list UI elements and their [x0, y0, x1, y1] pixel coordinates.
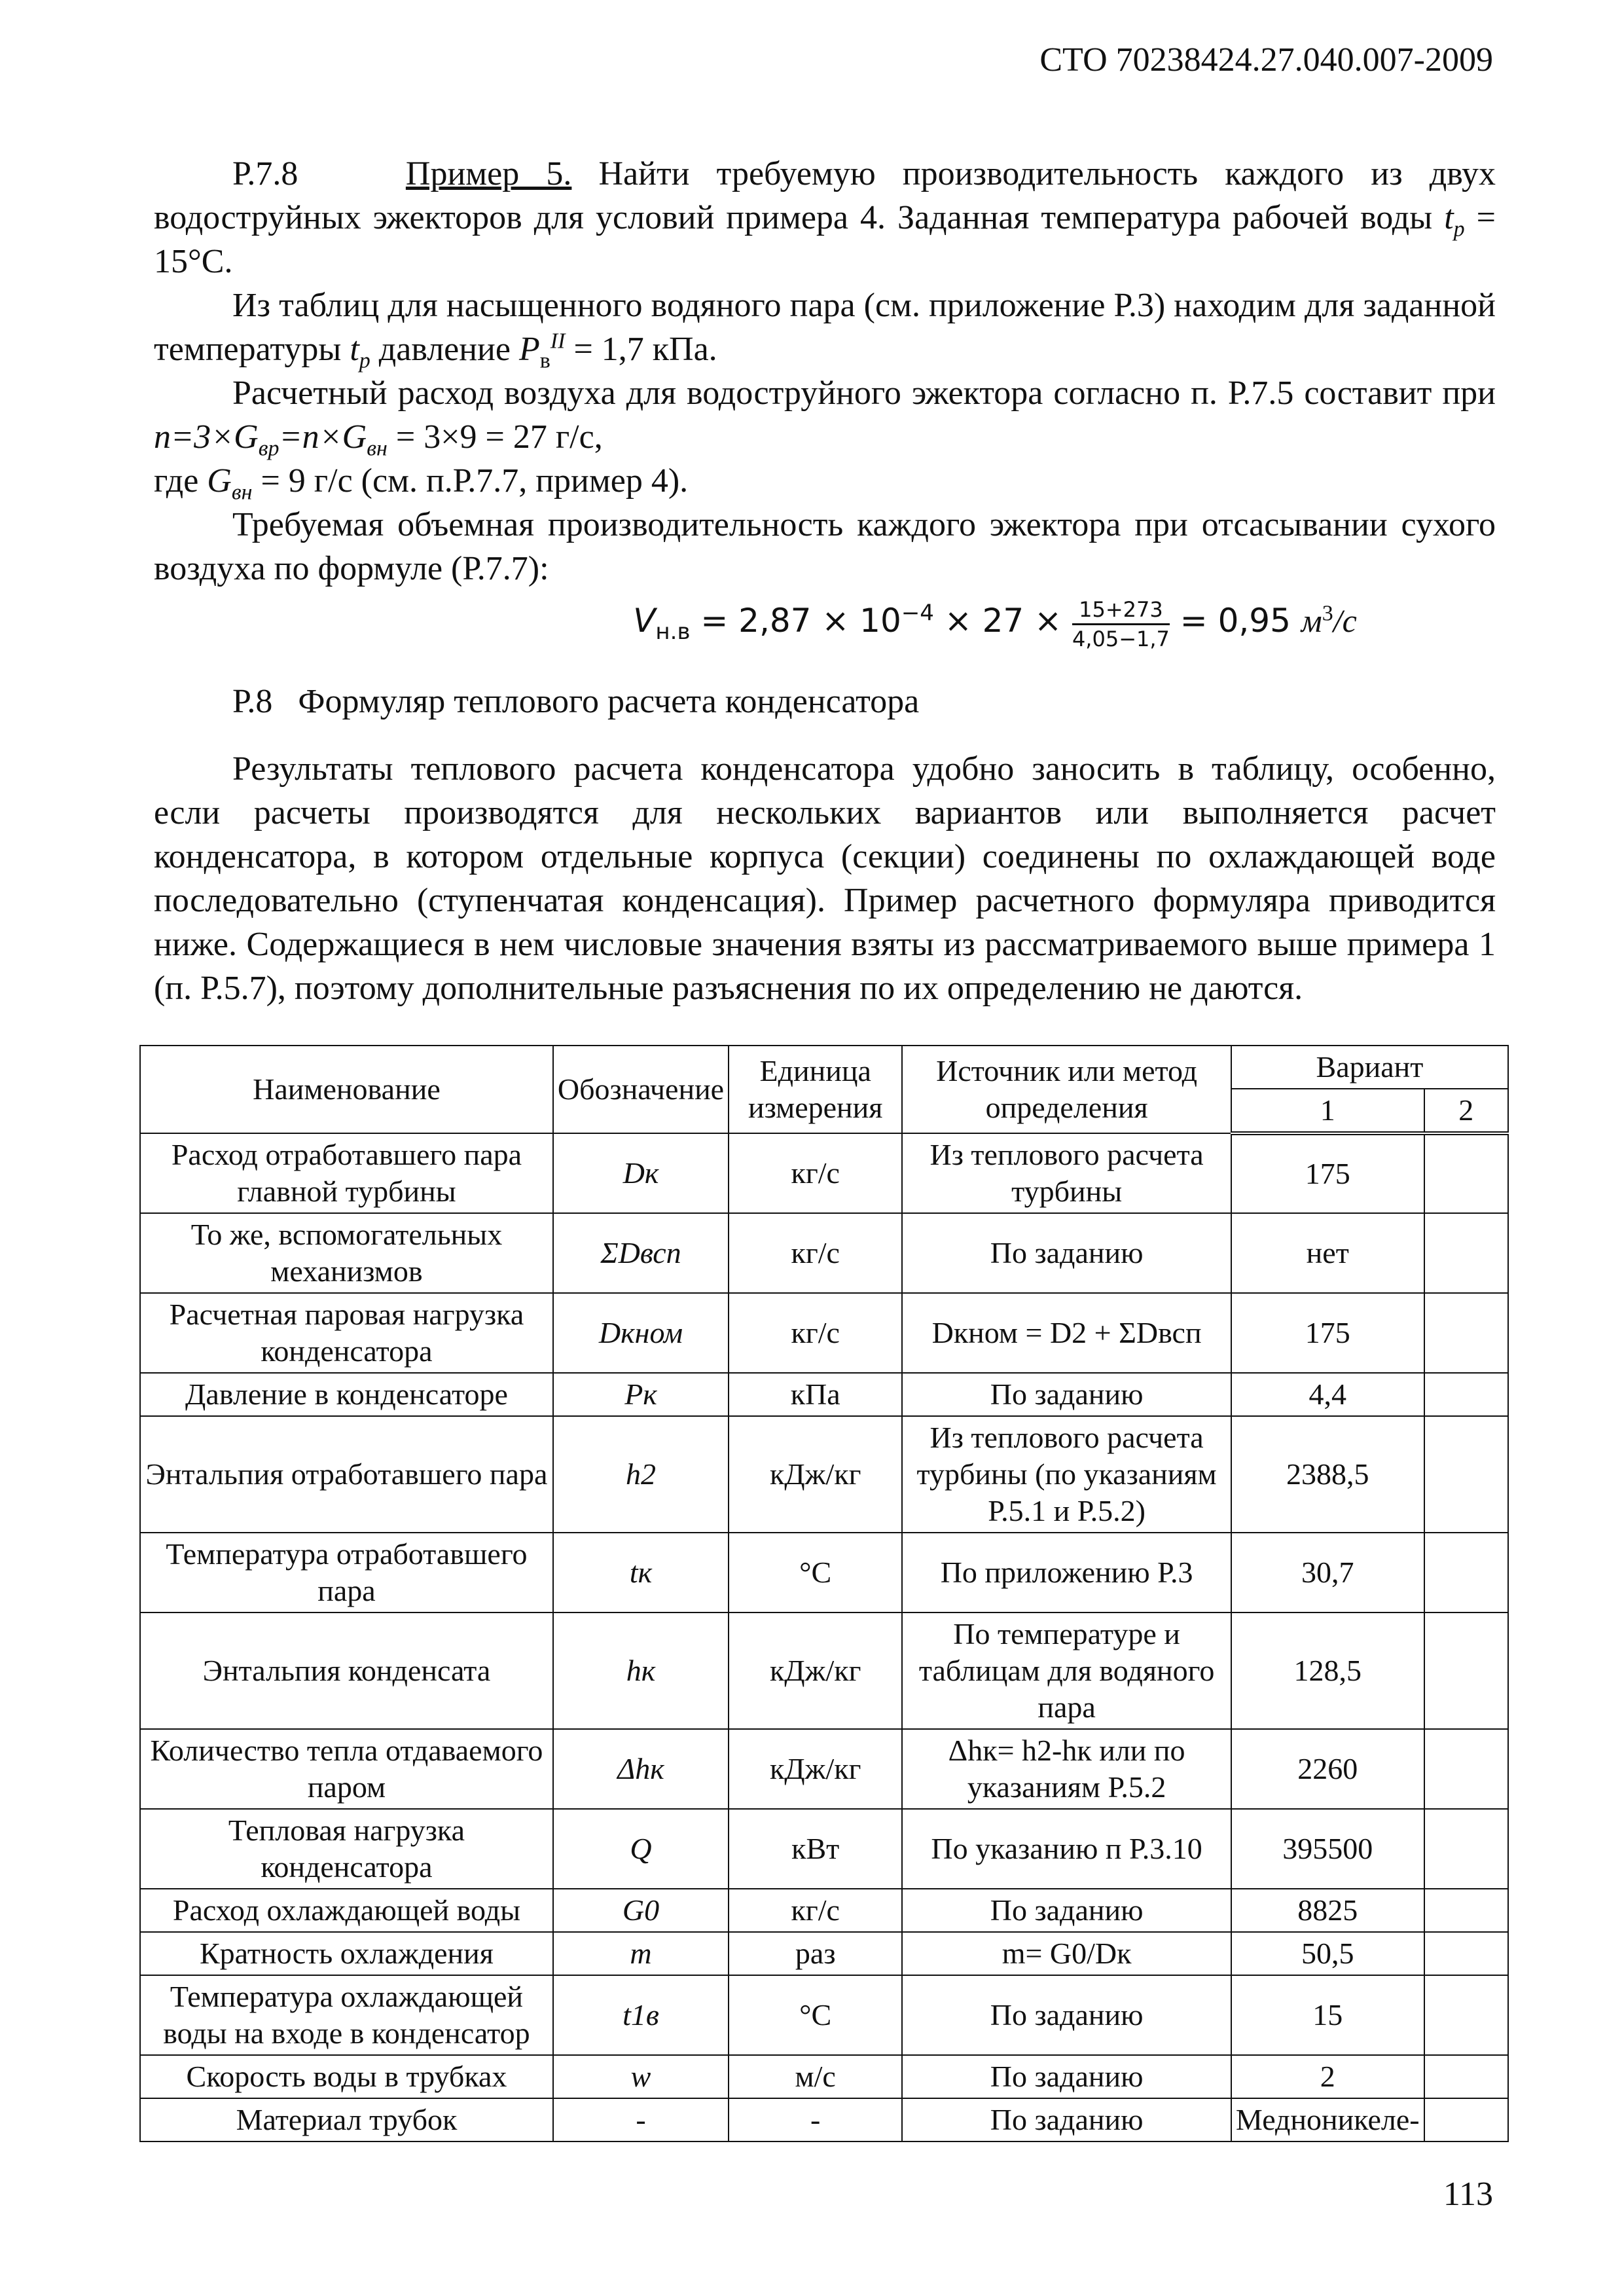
paragraph-text: = 9 г/с (см. п.Р.7.7, пример 4). [252, 462, 689, 500]
cell-source: По заданию [902, 2098, 1231, 2141]
section-number: Р.7.8 [232, 155, 298, 192]
paragraph-airflow [154, 371, 1496, 459]
paragraph-text: давление [370, 331, 519, 368]
pv-superscript: II [550, 329, 566, 354]
cell-name: Расчетная паровая нагрузка конденсатора [140, 1293, 553, 1373]
tp-subscript: p [1453, 217, 1465, 242]
cell-name: Тепловая нагрузка конденсатора [140, 1809, 553, 1889]
formula-unit-sup: 3 [1322, 601, 1333, 626]
table-row [140, 2055, 1508, 2098]
cell-variant-2 [1424, 1975, 1508, 2055]
cell-variant-1: 4,4 [1231, 1373, 1424, 1416]
paragraph-volume: Требуемая объемная производительность каждого эжектора при отсасывании сухого воздуха по формуле (Р.7.7): [154, 506, 1496, 587]
cell-unit: раз [729, 1932, 902, 1975]
section-number: Р.8 [232, 683, 273, 720]
cell-variant-1: нет [1231, 1213, 1424, 1293]
cell-name: Давление в конденсаторе [140, 1373, 553, 1416]
formula-part: =n×G [279, 418, 367, 456]
cell-name: Расход охлаждающей воды [140, 1889, 553, 1932]
cell-name: Температура отработавшего пара [140, 1533, 553, 1613]
cell-source: Из теплового расчета турбины (по указаниям Р.5.1 и Р.5.2) [902, 1416, 1231, 1533]
table-row [140, 1213, 1508, 1293]
cell-variant-2 [1424, 2098, 1508, 2141]
tp-symbol: t [1444, 199, 1454, 236]
paragraph-text: Расчетный расход воздуха для водоструйного эжектора согласно п. Р.7.5 составит при [232, 374, 1496, 412]
cell-unit: кДж/кг [729, 1613, 902, 1729]
paragraph-p78 [154, 152, 1496, 283]
formula-part: n=3×G [154, 418, 259, 456]
table-row [140, 1729, 1508, 1809]
example-label: Пример 5. [405, 155, 572, 192]
cell-variant-2 [1424, 2055, 1508, 2098]
formula-term: × 27 × [933, 601, 1072, 640]
cell-symbol: hк [553, 1613, 729, 1729]
cell-variant-2 [1424, 1533, 1508, 1613]
cell-name: Количество тепла отдаваемого паром [140, 1729, 553, 1809]
document-code: СТО 70238424.27.040.007-2009 [1039, 41, 1493, 79]
cell-variant-2 [1424, 1613, 1508, 1729]
cell-symbol: Dкном [553, 1293, 729, 1373]
cell-unit: кг/с [729, 1133, 902, 1213]
pv-value: = 1,7 кПа. [565, 331, 717, 368]
tp-subscript: p [359, 348, 370, 373]
paragraph-formular: Результаты теплового расчета конденсатора удобно заносить в таблицу, особенно, если расчеты производятся для нескольких вариантов или выполняется расчет конденсатора, в котором отдельные корпуса (секции) соединены по охлаждающей воде последовательно (ступенчатая конденсация). Пример расчетного формуляра приводится ниже. Содержащиеся в нем числовые значения взяты из рассматриваемого выше примера 1 (п. Р.5.7), поэтому дополнительные разъяснения по их определению не даются. [154, 750, 1496, 1007]
table-row [140, 1809, 1508, 1889]
header-variant-2: 2 [1424, 1089, 1508, 1133]
body-text [154, 152, 1496, 1010]
cell-variant-2 [1424, 1809, 1508, 1889]
formula-exponent: −4 [901, 600, 934, 627]
cell-symbol: tк [553, 1533, 729, 1613]
formula-subscript: вн [367, 436, 388, 461]
cell-symbol: t1в [553, 1975, 729, 2055]
cell-variant-1: 175 [1231, 1133, 1424, 1213]
table-row [140, 1533, 1508, 1613]
formula-result: = 0,95 [1169, 601, 1301, 640]
formula-lhs: V [633, 601, 656, 640]
cell-unit: кДж/кг [729, 1729, 902, 1809]
page-number: 113 [1443, 2176, 1493, 2213]
header-name: Наименование [140, 1046, 553, 1133]
cell-variant-1: 15 [1231, 1975, 1424, 2055]
cell-variant-2 [1424, 1889, 1508, 1932]
cell-symbol: Dк [553, 1133, 729, 1213]
cell-symbol: h2 [553, 1416, 729, 1533]
paragraph-text: Из таблиц для насыщенного водяного пара (см. приложение Р.3) находим для заданной температуры [154, 287, 1496, 368]
paragraph-text: Найти требуемую производительность каждого из двух водоструйных эжекторов для условий примера 4. Заданная температура рабочей воды [154, 155, 1496, 236]
table-row [140, 1613, 1508, 1729]
formula-subscript: вр [258, 436, 280, 461]
formula-lhs-subscript: н.в [655, 618, 691, 645]
table-row [140, 1889, 1508, 1932]
cell-source: По указанию п Р.3.10 [902, 1809, 1231, 1889]
cell-variant-1: Медноникеле- [1231, 2098, 1424, 2141]
formula-unit: /с [1333, 602, 1357, 639]
cell-symbol: - [553, 2098, 729, 2141]
pv-symbol: P [518, 331, 540, 368]
tp-symbol: t [350, 331, 359, 368]
cell-variant-1: 2260 [1231, 1729, 1424, 1809]
cell-source: По заданию [902, 1373, 1231, 1416]
formula-unit: м [1301, 602, 1322, 639]
cell-source: По приложению Р.3 [902, 1533, 1231, 1613]
cell-unit: °С [729, 1975, 902, 2055]
cell-symbol: ΣDвсп [553, 1213, 729, 1293]
formula-result: = 3×9 = 27 г/с, [387, 418, 603, 456]
cell-variant-2 [1424, 1932, 1508, 1975]
cell-variant-1: 8825 [1231, 1889, 1424, 1932]
cell-unit: кг/с [729, 1213, 902, 1293]
section-title: Формуляр теплового расчета конденсатора [298, 683, 920, 720]
table-row [140, 1416, 1508, 1533]
fraction-denominator: 4,05−1,7 [1072, 627, 1170, 651]
cell-variant-1: 175 [1231, 1293, 1424, 1373]
paragraph-pressure [154, 283, 1496, 371]
cell-name: Скорость воды в трубках [140, 2055, 553, 2098]
header-source: Источник или метод определения [902, 1046, 1231, 1133]
cell-variant-2 [1424, 1729, 1508, 1809]
cell-name: Энтальпия конденсата [140, 1613, 553, 1729]
header-variant-1: 1 [1231, 1089, 1424, 1133]
cell-name: Энтальпия отработавшего пара [140, 1416, 553, 1533]
cell-unit: кг/с [729, 1293, 902, 1373]
header-variant: Вариант [1231, 1046, 1508, 1089]
cell-source: По заданию [902, 1213, 1231, 1293]
formula-fraction [1072, 596, 1170, 653]
cell-source: m= G0/Dк [902, 1932, 1231, 1975]
cell-variant-1: 2 [1231, 2055, 1424, 2098]
table-row [140, 1293, 1508, 1373]
cell-variant-1: 50,5 [1231, 1932, 1424, 1975]
cell-variant-1: 395500 [1231, 1809, 1424, 1889]
cell-variant-1: 2388,5 [1231, 1416, 1424, 1533]
tp-value: = 15°С. [154, 199, 1496, 280]
cell-variant-2 [1424, 1416, 1508, 1533]
table-row [140, 1975, 1508, 2055]
g-symbol: G [207, 462, 232, 500]
cell-unit: кПа [729, 1373, 902, 1416]
table-row [140, 1133, 1508, 1213]
cell-unit: кВт [729, 1809, 902, 1889]
cell-unit: - [729, 2098, 902, 2141]
cell-source: По заданию [902, 1975, 1231, 2055]
cell-variant-1: 30,7 [1231, 1533, 1424, 1613]
cell-unit: кг/с [729, 1889, 902, 1932]
cell-source: По заданию [902, 1889, 1231, 1932]
cell-variant-2 [1424, 1213, 1508, 1293]
cell-symbol: Δhк [553, 1729, 729, 1809]
g-subscript: вн [231, 480, 253, 505]
table-body [140, 1133, 1508, 2141]
formula-term: = 2,87 × 10 [690, 601, 901, 640]
table-row [140, 1932, 1508, 1975]
cell-name: Температура охлаждающей воды на входе в конденсатор [140, 1975, 553, 2055]
cell-symbol: G0 [553, 1889, 729, 1932]
cell-unit: м/с [729, 2055, 902, 2098]
paragraph-text: где [154, 462, 208, 500]
fraction-numerator: 15+273 [1072, 596, 1170, 625]
cell-source: Dкном = D2 + ΣDвсп [902, 1293, 1231, 1373]
formula-p77 [494, 596, 1496, 668]
cell-variant-2 [1424, 1293, 1508, 1373]
condenser-calculation-table [139, 1045, 1509, 2142]
cell-name: Материал трубок [140, 2098, 553, 2141]
cell-symbol: m [553, 1932, 729, 1975]
cell-source: Из теплового расчета турбины [902, 1133, 1231, 1213]
pv-subscript: в [539, 348, 550, 373]
header-symbol: Обозначение [553, 1046, 729, 1133]
header-unit: Единица измерения [729, 1046, 902, 1133]
cell-variant-1: 128,5 [1231, 1613, 1424, 1729]
section-heading [154, 680, 1496, 723]
cell-variant-2 [1424, 1133, 1508, 1213]
cell-unit: кДж/кг [729, 1416, 902, 1533]
table-row [140, 2098, 1508, 2141]
cell-name: Расход отработавшего пара главной турбины [140, 1133, 553, 1213]
cell-source: По заданию [902, 2055, 1231, 2098]
cell-source: По температуре и таблицам для водяного пара [902, 1613, 1231, 1729]
cell-symbol: Q [553, 1809, 729, 1889]
cell-source: Δhк= h2-hк или по указаниям Р.5.2 [902, 1729, 1231, 1809]
cell-symbol: Pк [553, 1373, 729, 1416]
cell-name: Кратность охлаждения [140, 1932, 553, 1975]
paragraph-where [154, 459, 1496, 503]
cell-variant-2 [1424, 1373, 1508, 1416]
cell-unit: °С [729, 1533, 902, 1613]
table-row [140, 1373, 1508, 1416]
cell-symbol: w [553, 2055, 729, 2098]
cell-name: То же, вспомогательных механизмов [140, 1213, 553, 1293]
